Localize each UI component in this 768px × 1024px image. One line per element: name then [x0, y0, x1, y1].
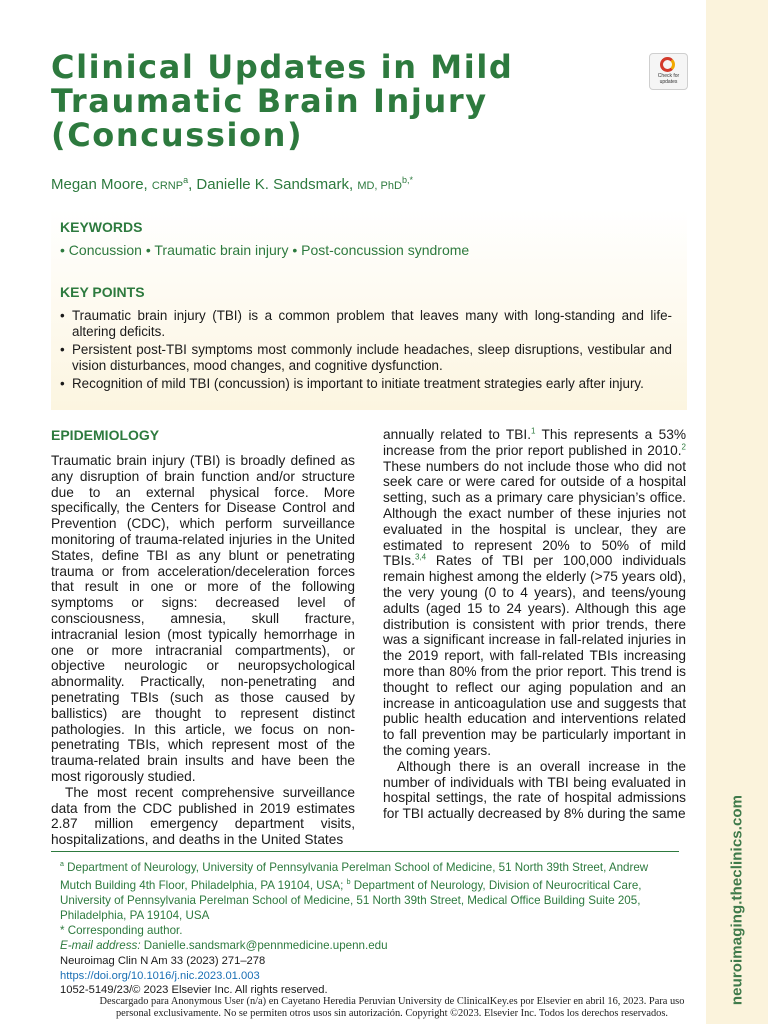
email-line [60, 938, 682, 953]
affiliation-marker: a [60, 861, 64, 868]
journal-url[interactable]: neuroimaging.theclinics.com [728, 794, 746, 1006]
author-name: Megan Moore, [51, 176, 148, 193]
title-line-1: Clinical Updates in Mild [51, 48, 514, 86]
body-paragraph: The most recent comprehensive surveillance data from the CDC published in 2019 estimates 2.87 million emergency department visits, hospitalizations, and deaths in the United States [51, 784, 355, 848]
email-link[interactable]: Danielle.sandsmark@pennmedicine.upenn.edu [140, 938, 388, 952]
body-text: annually related to TBI. [383, 427, 532, 442]
affiliation-marker: b,* [401, 175, 413, 185]
body-text: This represents a 53% increase from the prior report published in 2010. [383, 427, 686, 458]
author-credentials: MD, PhD [357, 180, 402, 192]
copyright: 1052-5149/23/© 2023 Elsevier Inc. All rights reserved. [60, 984, 328, 996]
author-credentials: CRNP [151, 180, 184, 192]
reference-link[interactable]: 1 [531, 426, 536, 436]
title-line-3: (Concussion) [51, 116, 304, 154]
section-heading: EPIDEMIOLOGY [51, 427, 160, 443]
citation: Neuroimag Clin N Am 33 (2023) 271–278 [60, 955, 266, 967]
body-text: These numbers do not include those who did not seek care or were cared for outside of a hospital setting, such as a primary care physician’s office. Although the exact number of these injuries not evaluated in the hospital is unclear, they are estimated to represent 20% to 50% of mild TBIs. [383, 458, 686, 569]
author-line [51, 175, 413, 193]
keywords-list: • Concussion • Traumatic brain injury • Post-concussion syndrome [60, 242, 470, 258]
footnotes [60, 857, 682, 953]
body-column-left [51, 453, 355, 848]
body-column-right [383, 427, 686, 822]
affiliations [60, 857, 682, 923]
check-for-updates-button[interactable] [649, 53, 688, 90]
email-label: E-mail address: [60, 938, 141, 952]
body-paragraph [383, 427, 686, 759]
key-point-item: • Recognition of mild TBI (concussion) is important to initiate treatment strategies early after injury. [60, 376, 672, 392]
key-points-heading: KEY POINTS [60, 284, 145, 300]
title-line-2: Traumatic Brain Injury [51, 82, 488, 120]
check-for-updates-icon [660, 57, 675, 72]
affiliation-a: Department of Neurology, University of Pennsylvania Perelman School of Medicine, 51 North 39th Street, Andrew Mutch Building 4th Floor, Philadelphia, PA 19104, USA; [60, 860, 649, 892]
article-title [51, 50, 611, 152]
affiliation-b: Department of Neurology, Division of Neurocritical Care, University of Pennsylvania Perelman School of Medicine, 51 North 39th Street, Medical Office Building Suite 205, Philadelphia, PA 19104, USA [60, 878, 642, 922]
doi-link[interactable]: https://doi.org/10.1016/j.nic.2023.01.003 [60, 969, 260, 982]
affiliation-marker: a [183, 175, 189, 185]
corresponding-author: * Corresponding author. [60, 923, 183, 937]
key-points-list [60, 308, 672, 394]
body-text: Rates of TBI per 100,000 individuals remain highest among the elderly (>75 years old), the very young (0 to 4 years), and teens/young adults (aged 15 to 24 years). Although this age distribution is consistent with prior trends, there was a significant increase in fall-related injuries in the 2019 report, with fall-related TBIs increasing more than 80% from the prior report. This trend is thought to reflect our aging population and an increase in anticoagulation use and suggests that public health education and interventions related to fall prevention may be particularly important in the coming years. [383, 553, 686, 758]
body-paragraph: Although there is an overall increase in the number of individuals with TBI being evaluated in hospital settings, the rate of hospital admissions for TBI actually decreased by 8% during the same [383, 758, 686, 822]
publication-info [60, 954, 328, 998]
keywords-heading: KEYWORDS [60, 219, 143, 235]
affiliation-marker: b [346, 878, 351, 886]
key-point-item: • Traumatic brain injury (TBI) is a common problem that leaves many with long-standing and life-altering deficits. [60, 308, 672, 340]
footnote-divider [51, 851, 679, 852]
reference-link[interactable]: 2 [681, 442, 686, 452]
author-name: , Danielle K. Sandsmark, [188, 176, 354, 193]
download-notice: Descargado para Anonymous User (n/a) en Cayetano Heredia Peruvian University de ClinicalKey.es por Elsevier en abril 16, 2023. Para uso personal exclusivamente. No se permiten otros usos sin autorización. Copyright ©2023. Elsevier Inc. Todos los derechos reservados. [99, 996, 685, 1019]
key-point-item: • Persistent post-TBI symptoms most commonly include headaches, sleep disruptions, vestibular and vision disturbances, mood changes, and cognitive dysfunction. [60, 342, 672, 374]
check-for-updates-label: Check for updates [657, 73, 680, 85]
reference-link[interactable]: 3,4 [414, 552, 427, 562]
body-paragraph: Traumatic brain injury (TBI) is broadly defined as any disruption of brain function and/or structure due to an external physical force. More specifically, the Centers for Disease Control and Prevention (CDC), which perform surveillance monitoring of trauma-related injuries in the United States, define TBI as any blunt or penetrating trauma or from acceleration/deceleration forces that result in one or more of the following symptoms or signs: decreased level of consciousness, amnesia, skull fracture, intracranial lesion (most typically hemorrhage in one or more intracranial compartments), or objective neurologic or neuropsychological abnormality. Practically, non-penetrating and penetrating TBIs (such as those caused by ballistics) are thought to represent distinct pathologies. In this article, we focus on non-penetrating TBIs, which represent most of the trauma-related brain insults and have been the most rigorously studied. [51, 453, 355, 784]
